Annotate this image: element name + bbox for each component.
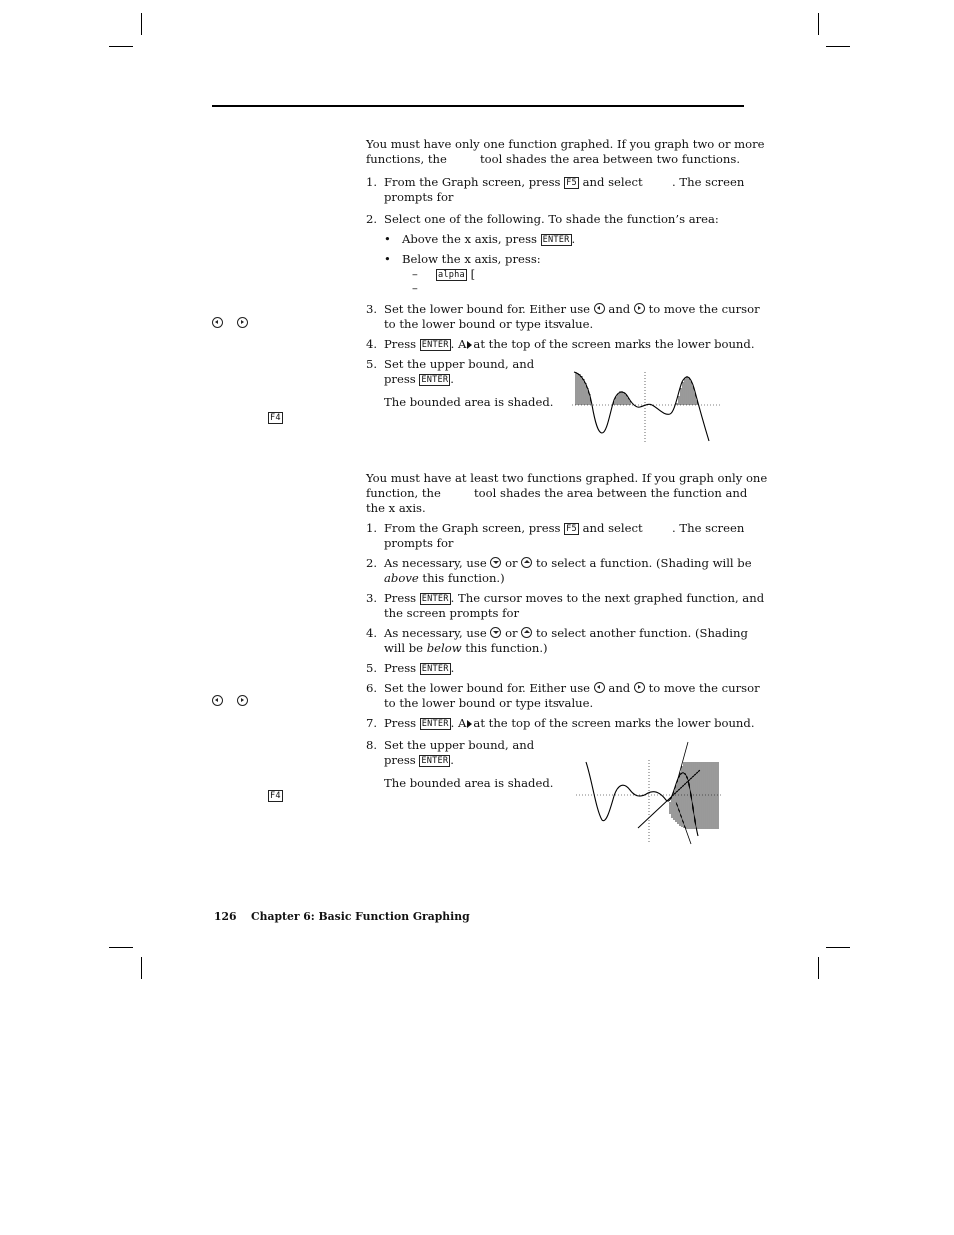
- margin-arrow-keys: [212, 694, 223, 709]
- enter-key: ENTER: [421, 594, 449, 604]
- f4-key: F4: [270, 791, 281, 801]
- section1-intro-line2b: tool shades the area between two functions.: [480, 152, 740, 166]
- section2-intro-line3: the x axis.: [366, 501, 426, 515]
- bullet: •: [384, 252, 391, 266]
- section2-step7: Press ENTER . A at the top of the screen marks the lower bound.: [384, 716, 755, 730]
- section1-intro-line1: You must have only one function graphed. If you graph two or more: [366, 137, 765, 151]
- right-arrow-key-icon: [237, 695, 248, 706]
- section1-intro-line2: functions, the: [366, 152, 447, 166]
- graph-shade-one-function: [572, 370, 720, 444]
- left-arrow-key-icon: [594, 682, 605, 693]
- enter-key: ENTER: [542, 235, 570, 245]
- crop-mark: [826, 947, 850, 948]
- step-number: 3.: [366, 302, 378, 316]
- shading: [670, 762, 718, 829]
- dash-alpha-item: alpha [: [438, 267, 476, 281]
- step-number: 8.: [366, 738, 378, 752]
- graph-shade-between-functions: [576, 740, 722, 846]
- right-arrow-key-icon: [634, 303, 645, 314]
- section2-step4a: As necessary, use or to select another function. (Shading: [384, 626, 748, 640]
- section1-step3d: value.: [558, 317, 594, 331]
- bullet: •: [384, 232, 391, 246]
- left-arrow-key-icon: [594, 303, 605, 314]
- section2-step8a: Set the upper bound, and: [384, 738, 535, 752]
- enter-key: ENTER: [421, 756, 449, 766]
- dash: –: [412, 281, 418, 295]
- margin-arrow-keys: [237, 316, 248, 331]
- section2-shaded: The bounded area is shaded.: [384, 776, 554, 790]
- section1-step1: From the Graph screen, press F5 and select: [384, 175, 643, 189]
- section1-step3a: Set the lower bound for: [384, 302, 524, 316]
- dash: –: [412, 267, 418, 281]
- section2-intro-line2: function, the: [366, 486, 441, 500]
- crop-mark: [818, 957, 819, 979]
- enter-key: ENTER: [421, 375, 449, 385]
- section2-step5: Press ENTER .: [384, 661, 455, 675]
- chapter-title: Chapter 6: Basic Function Graphing: [251, 910, 470, 923]
- step-number: 3.: [366, 591, 378, 605]
- section1-step5b: press ENTER .: [384, 372, 454, 386]
- shading: [576, 372, 697, 405]
- f5-key: F5: [566, 524, 577, 534]
- step-number: 1.: [366, 175, 378, 189]
- crop-mark: [109, 46, 133, 47]
- section2-step3b: the screen prompts for: [384, 606, 519, 620]
- section2-step8b: press ENTER .: [384, 753, 454, 767]
- section2-step6c: to the lower bound or type its: [384, 696, 559, 710]
- section2-intro-line1: You must have at least two functions graphed. If you graph only one: [366, 471, 768, 485]
- section1-step5a: Set the upper bound, and: [384, 357, 535, 371]
- alpha-key: alpha: [438, 270, 465, 280]
- step-number: 4.: [366, 337, 378, 351]
- down-arrow-key-icon: [490, 557, 501, 568]
- section1-step3b: . Either use and to move the cursor: [522, 302, 760, 316]
- f5-key: F5: [566, 178, 577, 188]
- margin-arrow-keys: [212, 316, 223, 331]
- crop-mark: [141, 13, 142, 35]
- right-arrow-key-icon: [237, 317, 248, 328]
- section2-step1b: . The screen: [672, 521, 745, 535]
- section1-shaded: The bounded area is shaded.: [384, 395, 554, 409]
- up-arrow-key-icon: [521, 557, 532, 568]
- section1-bullet1: Above the x axis, press ENTER .: [402, 232, 576, 246]
- section1-step1c: prompts for: [384, 190, 454, 204]
- section1-step2: Select one of the following. To shade the function’s area:: [384, 212, 719, 226]
- step-number: 2.: [366, 556, 378, 570]
- crop-mark: [141, 957, 142, 979]
- enter-key: ENTER: [421, 719, 449, 729]
- section2-step6d: value.: [558, 696, 594, 710]
- section1-step3c: to the lower bound or type its: [384, 317, 559, 331]
- step-number: 6.: [366, 681, 378, 695]
- header-rule: [212, 105, 744, 107]
- step-number: 5.: [366, 661, 378, 675]
- step-number: 4.: [366, 626, 378, 640]
- section2-step6a: Set the lower bound for: [384, 681, 524, 695]
- bound-marker-icon: [467, 341, 472, 349]
- crop-mark: [826, 46, 850, 47]
- section2-step4b: will be below this function.): [384, 641, 548, 655]
- section1-bullet2: Below the x axis, press:: [402, 252, 541, 266]
- step-number: 2.: [366, 212, 378, 226]
- margin-arrow-keys: [237, 694, 248, 709]
- up-arrow-key-icon: [521, 627, 532, 638]
- section2-step2b: above this function.): [384, 571, 505, 585]
- section1-step1b: . The screen: [672, 175, 745, 189]
- section2-step3a: Press ENTER . The cursor moves to the next graphed function, and: [384, 591, 765, 605]
- section2-step2a: As necessary, use or to select a function. (Shading will be: [384, 556, 752, 570]
- margin-f4-key: [268, 410, 283, 425]
- function-curve-2: [638, 770, 700, 828]
- section2-step1c: prompts for: [384, 536, 454, 550]
- section2-intro-line2b: tool shades the area between the function and: [474, 486, 748, 500]
- section2-step1: From the Graph screen, press F5 and select: [384, 521, 643, 535]
- down-arrow-key-icon: [490, 627, 501, 638]
- right-arrow-key-icon: [634, 682, 645, 693]
- f4-key: F4: [270, 413, 281, 423]
- page-number: 126: [214, 910, 237, 923]
- left-arrow-key-icon: [212, 317, 223, 328]
- bound-marker-icon: [467, 720, 472, 728]
- enter-key: ENTER: [421, 340, 449, 350]
- left-arrow-key-icon: [212, 695, 223, 706]
- step-number: 7.: [366, 716, 378, 730]
- section1-step4: Press ENTER . A at the top of the screen marks the lower bound.: [384, 337, 755, 351]
- step-number: 1.: [366, 521, 378, 535]
- enter-key: ENTER: [421, 664, 449, 674]
- margin-f4-key: [268, 788, 283, 803]
- crop-mark: [818, 13, 819, 35]
- step-number: 5.: [366, 357, 378, 371]
- section2-step6b: . Either use and to move the cursor: [522, 681, 760, 695]
- crop-mark: [109, 947, 133, 948]
